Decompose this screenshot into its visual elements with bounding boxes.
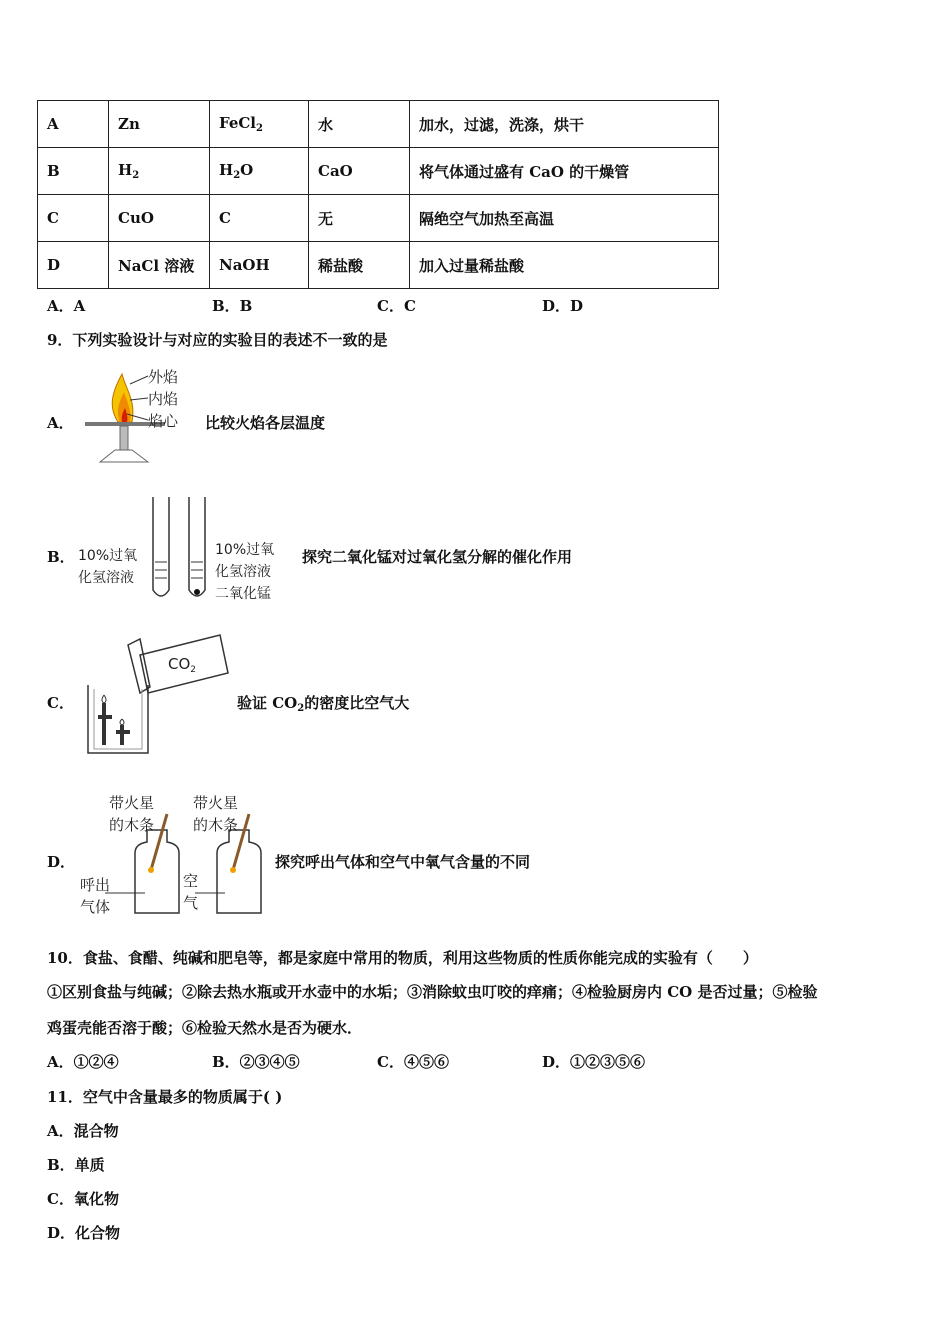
tube2-label-line3: 二氧化锰 (215, 586, 271, 602)
co2-beaker-figure (80, 625, 230, 760)
q8-answer-d[interactable]: D．D (542, 297, 584, 315)
q9-option-a-text: 比较火焰各层温度 (205, 414, 326, 432)
bottles-figure (75, 788, 270, 918)
flame-label-outer: 外焰 (148, 368, 179, 386)
bottle2-label-line2: 的木条 (193, 816, 239, 834)
co2-bottle-label: $CO_2$ (168, 655, 197, 675)
q11-stem: 11．空气中含量最多的物质属于( ) (47, 1088, 283, 1106)
options-table (37, 100, 719, 289)
q9-option-b-text: 探究二氧化锰对过氧化氢分解的催化作用 (302, 548, 573, 566)
q11-answer-b[interactable]: B．单质 (47, 1156, 105, 1174)
flame-figure (80, 362, 195, 467)
cell: 加入过量稀盐酸 (410, 242, 719, 289)
tube1-label-line1: 10%过氧 (78, 548, 138, 564)
flame-label-inner: 内焰 (148, 390, 179, 408)
table-row (38, 195, 719, 242)
bottle2-label-line1: 带火星 (193, 794, 239, 812)
cell: 水 (309, 101, 410, 148)
cell: 将气体通过盛有 CaO 的干燥管 (410, 148, 719, 195)
cell: $H_2O$ (210, 148, 309, 195)
row-label: A (38, 101, 109, 148)
flame-label-core: 焰心 (148, 412, 179, 430)
cell: NaCl 溶液 (109, 242, 210, 289)
q10-answer-c[interactable]: C．④⑤⑥ (377, 1053, 449, 1071)
cell: 无 (309, 195, 410, 242)
row-label: B (38, 148, 109, 195)
table-row (38, 242, 719, 289)
cell: $H_2$ (109, 148, 210, 195)
q10-body-line1: ①区别食盐与纯碱；②除去热水瓶或开水壶中的水垢；③消除蚊虫叮咬的痒痛；④检验厨房内 CO 是否过量；⑤检验 (47, 983, 818, 1001)
cell: 隔绝空气加热至高温 (410, 195, 719, 242)
cell: NaOH (210, 242, 309, 289)
q9-option-c-text: 验证 $CO_2$的密度比空气大 (237, 694, 410, 714)
q9-option-b-letter[interactable]: B． (47, 548, 75, 566)
cell: CuO (109, 195, 210, 242)
q11-answer-d[interactable]: D．化合物 (47, 1224, 121, 1242)
bottle1-label-line1: 带火星 (109, 794, 155, 812)
cell: 稀盐酸 (309, 242, 410, 289)
table-row (38, 148, 719, 195)
q9-option-d-letter[interactable]: D． (47, 853, 76, 871)
q10-answer-d[interactable]: D．①②③⑤⑥ (542, 1053, 646, 1071)
q9-stem: 9．下列实验设计与对应的实验目的表述不一致的是 (47, 331, 388, 349)
q10-answer-a[interactable]: A．①②④ (47, 1053, 119, 1071)
cell: FeCl$_2$ (210, 101, 309, 148)
q8-answer-b[interactable]: B．B (212, 297, 253, 315)
q9-option-d-text: 探究呼出气体和空气中氧气含量的不同 (275, 853, 531, 871)
q9-option-c-letter[interactable]: C． (47, 694, 74, 712)
tube2-label-line1: 10%过氧 (215, 542, 275, 558)
bottle1-label-line2: 的木条 (109, 816, 155, 834)
q10-body-line2: 鸡蛋壳能否溶于酸；⑥检验天然水是否为硬水． (47, 1019, 363, 1037)
cell: CaO (309, 148, 410, 195)
row-label: D (38, 242, 109, 289)
q9-option-a-letter[interactable]: A． (47, 414, 74, 432)
cell: C (210, 195, 309, 242)
table-row (38, 101, 719, 148)
bottle2-content-line2: 气 (183, 894, 199, 912)
cell: 加水，过滤，洗涤，烘干 (410, 101, 719, 148)
q11-answer-a[interactable]: A．混合物 (47, 1122, 119, 1140)
q8-answer-c[interactable]: C．C (377, 297, 416, 315)
bottle2-content-line1: 空 (183, 872, 199, 890)
row-label: C (38, 195, 109, 242)
cell: Zn (109, 101, 210, 148)
q10-stem: 10．食盐、食醋、纯碱和肥皂等，都是家庭中常用的物质，利用这些物质的性质你能完成的实验有（ ） (47, 949, 758, 967)
bottle1-content-line1: 呼出 (80, 876, 111, 894)
test-tubes-figure (75, 492, 295, 607)
q10-answer-b[interactable]: B．②③④⑤ (212, 1053, 300, 1071)
tube2-label-line2: 化氢溶液 (215, 564, 271, 580)
tube1-label-line2: 化氢溶液 (78, 570, 134, 586)
q11-answer-c[interactable]: C．氧化物 (47, 1190, 119, 1208)
bottle1-content-line2: 气体 (80, 898, 111, 916)
q8-answer-a[interactable]: A．A (47, 297, 86, 315)
